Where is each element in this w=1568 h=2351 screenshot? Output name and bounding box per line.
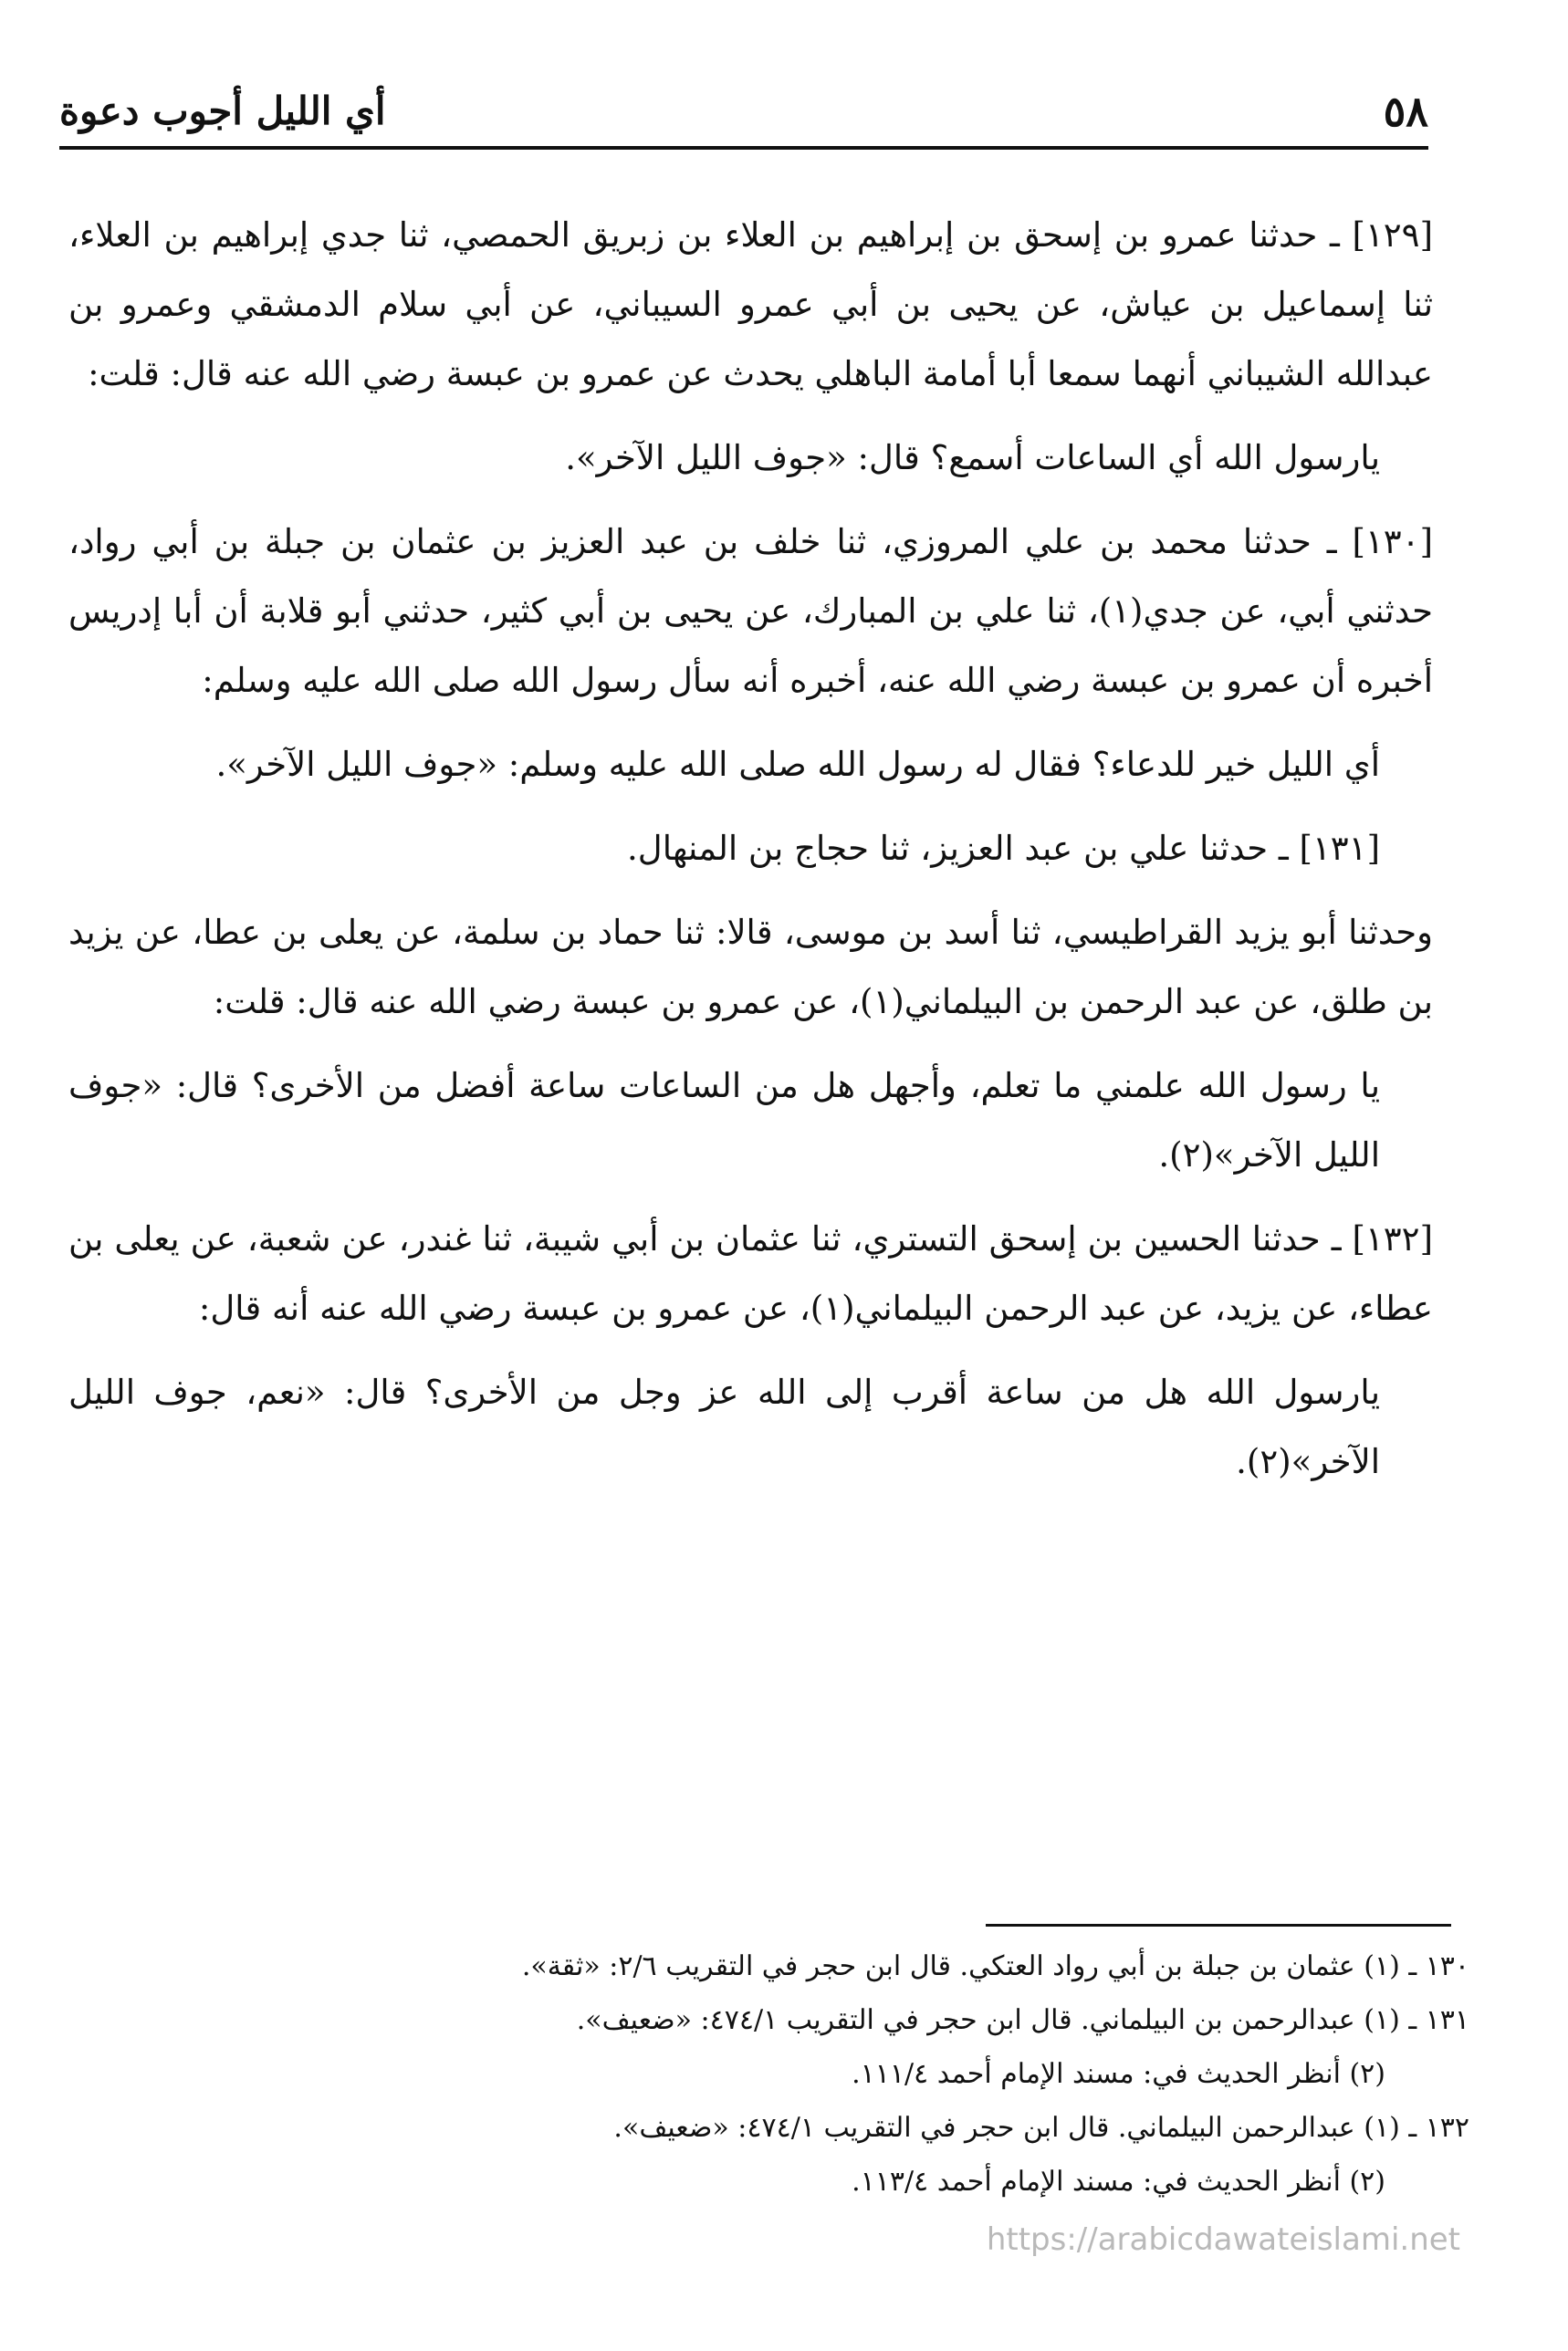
footnote: ١٣٠ ـ (١) عثمان بن جبلة بن أبي رواد العتكي. قال ابن حجر في التقريب ٢/٦: «ثقة».	[521, 1950, 1469, 1982]
footnote: (٢) أنظر الحديث في: مسند الإمام أحمد ١١١/٤.	[852, 2058, 1385, 2090]
running-title: أي الليل أجوب دعوة	[59, 89, 386, 133]
main-text	[68, 201, 1433, 1511]
footnote-rule	[986, 1924, 1451, 1927]
quote-paragraph: يارسول الله هل من ساعة أقرب إلى الله عز وجل من الأخرى؟ قال: «نعم، جوف الليل الآخر»(٢).	[68, 1373, 1380, 1481]
hadith-paragraph: [١٢٩] ـ حدثنا عمرو بن إسحق بن إبراهيم بن العلاء بن زبريق الحمصي، ثنا جدي إبراهيم بن العلاء، ثنا إسماعيل بن عياش، عن يحيى بن أبي عمرو السيباني، عن أبي سلام الدمشقي وعمرو بن عبدالله الشيباني أنهما سمعا أبا أمامة الباهلي يحدث عن عمرو بن عبسة رضي الله عنه قال: قلت:	[68, 215, 1433, 393]
footnote: ١٣٢ ـ (١) عبدالرحمن البيلماني. قال ابن حجر في التقريب ٤٧٤/١: «ضعيف».	[613, 2112, 1469, 2144]
quote-paragraph: أي الليل خير للدعاء؟ فقال له رسول الله صلى الله عليه وسلم: «جوف الليل الآخر».	[215, 745, 1380, 784]
page-number: ٥٨	[1383, 87, 1428, 136]
hadith-paragraph: [١٣١] ـ حدثنا علي بن عبد العزيز، ثنا حجاج بن المنهال.	[627, 829, 1380, 868]
quote-paragraph: يارسول الله أي الساعات أسمع؟ قال: «جوف الليل الآخر».	[565, 438, 1380, 477]
footnotes	[183, 1939, 1469, 2209]
header-rule	[59, 146, 1428, 150]
hadith-paragraph: [١٣٠] ـ حدثنا محمد بن علي المروزي، ثنا خلف بن عبد العزيز بن عثمان بن جبلة بن أبي رواد، حدثني أبي، عن جدي(١)، ثنا علي بن المبارك، عن يحيى بن أبي كثير، حدثني أبو قلابة أن أبا إدريس أخبره أن عمرو بن عبسة رضي الله عنه، أخبره أنه سأل رسول الله صلى الله عليه وسلم:	[68, 522, 1434, 700]
page-header	[59, 84, 1428, 148]
watermark-url: https://arabicdawateislami.net	[986, 2221, 1460, 2258]
hadith-paragraph: [١٣٢] ـ حدثنا الحسين بن إسحق التستري، ثنا عثمان بن أبي شيبة، ثنا غندر، عن شعبة، عن يعلى بن عطاء، عن يزيد، عن عبد الرحمن البيلماني(١)، عن عمرو بن عبسة رضي الله عنه أنه قال:	[68, 1219, 1433, 1328]
hadith-paragraph: وحدثنا أبو يزيد القراطيسي، ثنا أسد بن موسى، قالا: ثنا حماد بن سلمة، عن يعلى بن عطا، عن يزيد بن طلق، عن عبد الرحمن بن البيلماني(١)، عن عمرو بن عبسة رضي الله عنه قال: قلت:	[68, 913, 1433, 1021]
footnote: ١٣١ ـ (١) عبدالرحمن بن البيلماني. قال ابن حجر في التقريب ٤٧٤/١: «ضعيف».	[576, 2004, 1469, 2036]
footnote: (٢) أنظر الحديث في: مسند الإمام أحمد ١١٣/٤.	[852, 2166, 1385, 2198]
quote-paragraph: يا رسول الله علمني ما تعلم، وأجهل هل من الساعات ساعة أفضل من الأخرى؟ قال: «جوف الليل الآخر»(٢).	[68, 1066, 1380, 1175]
